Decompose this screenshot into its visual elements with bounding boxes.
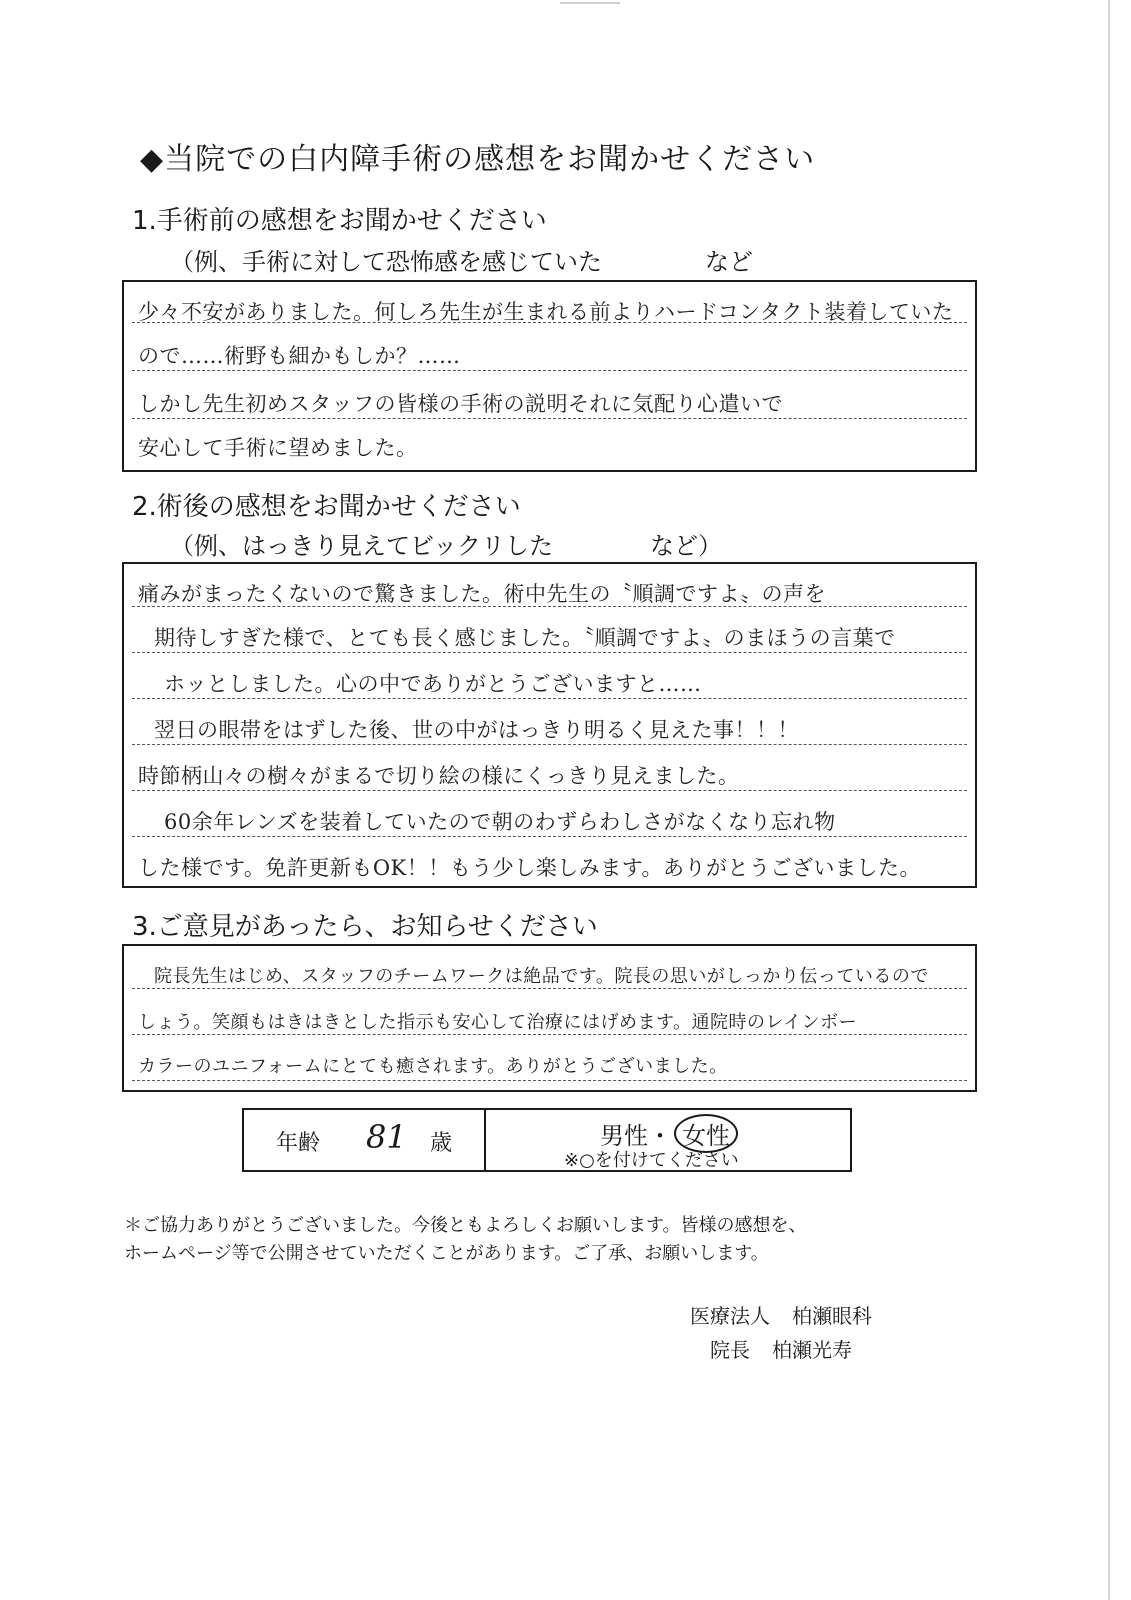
director-label: 院長 bbox=[710, 1338, 750, 1362]
handwritten-answer-line: 少々不安がありました。何しろ先生が生まれる前よりハードコンタクト装着していた bbox=[138, 300, 954, 324]
page-title: ◆当院での白内障手術の感想をお聞かせください bbox=[140, 142, 816, 177]
handwritten-answer-line: しょう。笑顔もはきはきとした指示も安心して治療にはげめます。通院時のレインボー bbox=[138, 1012, 858, 1033]
consent-note-line: ＊ご協力ありがとうございました。今後ともよろしくお願いします。皆様の感想を、 bbox=[124, 1215, 807, 1236]
ruled-line bbox=[132, 1034, 967, 1035]
handwritten-answer-line: カラーのユニフォームにとても癒されます。ありがとうございました。 bbox=[138, 1056, 728, 1077]
ruled-line bbox=[132, 836, 967, 837]
age-value: 81 bbox=[366, 1118, 407, 1156]
ruled-line bbox=[132, 652, 967, 653]
gender-instruction: ※○を付けてください bbox=[564, 1150, 739, 1171]
handwritten-answer-line: しかし先生初めスタッフの皆様の手術の説明それに気配り心遣いで bbox=[138, 392, 783, 416]
question-1-example-text: （例、手術に対して恐怖感を感じていた bbox=[170, 248, 602, 276]
age-label: 年齢 bbox=[276, 1131, 321, 1156]
handwritten-answer-line: 期待しすぎた様で、とても長く感じました。〝順調ですよ〟のまほうの言葉で bbox=[154, 626, 896, 650]
question-2-title: 2.術後の感想をお聞かせください bbox=[132, 492, 521, 522]
question-1-title: 1.手術前の感想をお聞かせください bbox=[132, 206, 547, 236]
handwritten-answer-line: 翌日の眼帯をはずした後、世の中がはっきり明るく見えた事！！！ bbox=[154, 718, 799, 742]
table-divider bbox=[484, 1110, 486, 1170]
clinic-director bbox=[710, 1334, 852, 1363]
question-3-title: 3.ご意見があったら、お知らせください bbox=[132, 912, 598, 942]
director-name: 柏瀬光寿 bbox=[772, 1338, 852, 1362]
question-1-example-suffix: など bbox=[705, 248, 753, 276]
handwritten-answer-line: 院長先生はじめ、スタッフのチームワークは絶品です。院長の思いがしっかり伝っているので bbox=[154, 966, 929, 987]
ruled-line bbox=[132, 370, 967, 371]
gender-female-option-circled: 女性 bbox=[674, 1114, 738, 1153]
org-label: 医療法人 bbox=[690, 1304, 770, 1328]
handwritten-answer-line: した様です。免許更新もOK！！もう少し楽しみます。ありがとうございました。 bbox=[138, 856, 922, 880]
handwritten-answer-line: ので……術野も細かもしか？…… bbox=[138, 344, 461, 368]
handwritten-answer-line: 60余年レンズを装着していたので朝のわずらわしさがなくなり忘れ物 bbox=[164, 810, 836, 834]
question-1-answer-box bbox=[122, 280, 977, 472]
ruled-line bbox=[132, 418, 967, 419]
question-3-answer-box bbox=[122, 944, 977, 1092]
question-2-example-suffix: など） bbox=[650, 532, 722, 560]
consent-note-line: ホームページ等で公開させていただくことがあります。ご了承、お願いします。 bbox=[124, 1243, 769, 1264]
handwritten-answer-line: ホッとしました。心の中でありがとうございますと…… bbox=[164, 672, 702, 696]
ruled-line bbox=[132, 698, 967, 699]
org-name: 柏瀬眼科 bbox=[792, 1304, 872, 1328]
handwritten-answer-line: 安心して手術に望めました。 bbox=[138, 436, 418, 460]
age-unit: 歳 bbox=[430, 1131, 453, 1156]
handwritten-answer-line: 痛みがまったくないので驚きました。術中先生の〝順調ですよ〟の声を bbox=[138, 582, 826, 606]
gender-male-option: 男性 bbox=[600, 1122, 648, 1150]
gender-separator: ・ bbox=[648, 1122, 672, 1150]
scan-mark bbox=[560, 2, 620, 4]
ruled-line bbox=[132, 988, 967, 989]
ruled-line bbox=[132, 744, 967, 745]
clinic-organization bbox=[690, 1300, 872, 1329]
page-edge-shadow bbox=[1108, 0, 1110, 1600]
question-1-example bbox=[170, 242, 753, 277]
question-2-example bbox=[170, 526, 722, 561]
ruled-line bbox=[132, 1080, 967, 1081]
consent-note bbox=[124, 1212, 807, 1268]
handwritten-answer-line: 時節柄山々の樹々がまるで切り絵の様にくっきり見えました。 bbox=[138, 764, 740, 788]
question-2-answer-box bbox=[122, 562, 977, 888]
question-2-example-text: （例、はっきり見えてビックリした bbox=[170, 532, 554, 560]
ruled-line bbox=[132, 790, 967, 791]
respondent-info-table bbox=[242, 1108, 852, 1172]
